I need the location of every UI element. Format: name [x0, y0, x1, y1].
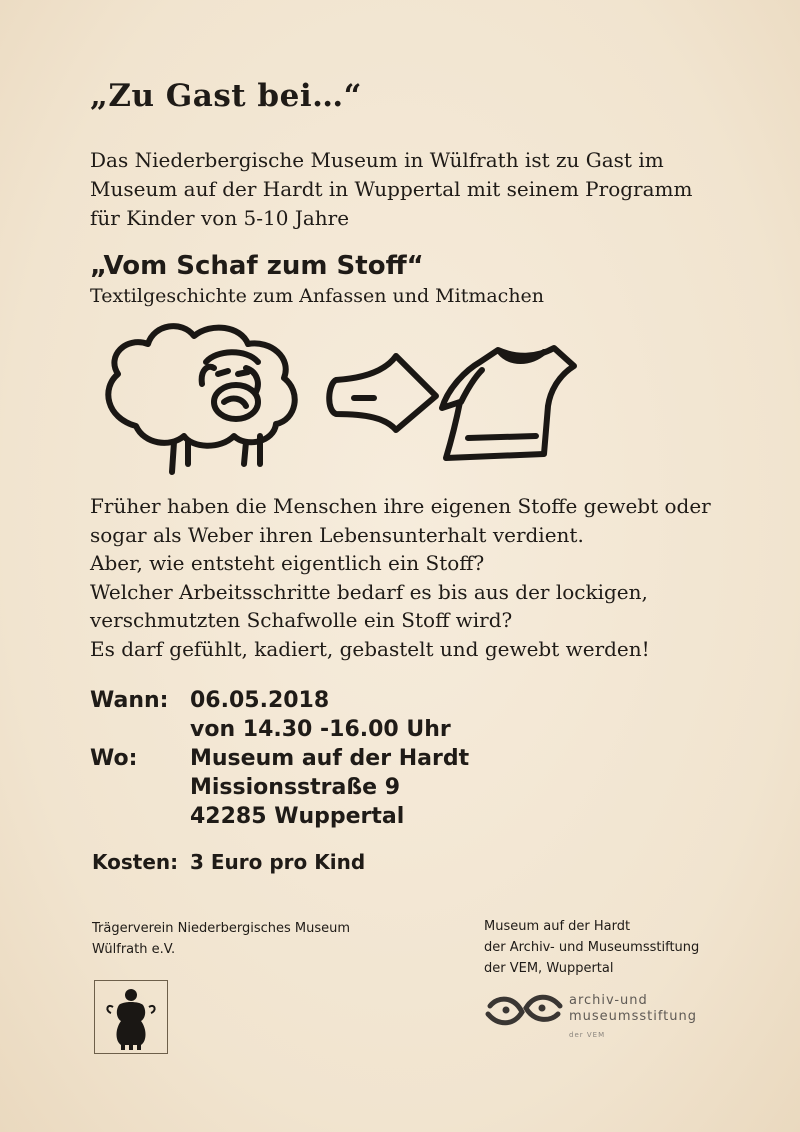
organizer-left	[92, 918, 350, 960]
event-details	[90, 686, 469, 831]
costs-label: Kosten:	[92, 850, 179, 874]
organizer-line: Wülfrath e.V.	[92, 942, 176, 957]
intro-paragraph	[90, 146, 730, 233]
event-time: von 14.30 -16.00 Uhr	[190, 717, 451, 742]
venue-city: 42285 Wuppertal	[190, 804, 405, 829]
shirt-icon	[442, 348, 574, 458]
figure-icon	[95, 981, 167, 1053]
archive-museum-foundation-logo	[484, 988, 564, 1030]
when-label: Wann:	[90, 688, 169, 713]
logo-wordmark	[569, 993, 697, 1025]
museum-seal-logo	[94, 980, 168, 1054]
logo-line: museumsstiftung	[569, 1009, 698, 1024]
where-row	[90, 744, 469, 773]
organizer-right	[484, 916, 699, 979]
event-date: 06.05.2018	[190, 688, 330, 713]
description-line: verschmutzten Schafwolle ein Stoff wird?	[90, 608, 513, 632]
time-row	[90, 715, 469, 744]
description-line: Aber, wie entsteht eigentlich ein Stoff?	[90, 551, 485, 575]
venue-name: Museum auf der Hardt	[190, 746, 470, 771]
description-line: Welcher Arbeitsschritte bedarf es bis aus der lockigen,	[90, 579, 648, 604]
description-paragraph	[90, 492, 750, 663]
page-title: „Zu Gast bei…“	[90, 78, 362, 114]
program-subtitle: Textilgeschichte zum Anfassen und Mitmachen	[90, 285, 545, 307]
logo-line: archiv-und	[569, 993, 648, 1008]
organizer-line: der VEM, Wuppertal	[484, 961, 614, 976]
where-label: Wo:	[90, 746, 138, 771]
costs-row	[92, 850, 365, 874]
arrow-right-icon	[329, 356, 436, 430]
intro-line: Museum auf der Hardt in Wuppertal mit seinem Programm	[90, 177, 693, 201]
description-line: sogar als Weber ihren Lebensunterhalt verdient.	[90, 522, 584, 547]
organizer-line: Trägerverein Niederbergisches Museum	[92, 921, 351, 936]
intro-line: Das Niederbergische Museum in Wülfrath ist zu Gast im	[90, 148, 664, 172]
program-title: „Vom Schaf zum Stoff“	[90, 251, 424, 281]
organizer-line: Museum auf der Hardt	[484, 919, 631, 934]
organizer-line: der Archiv- und Museumsstiftung	[484, 940, 700, 955]
street-row	[90, 773, 469, 802]
city-row	[90, 802, 469, 831]
description-line: Früher haben die Menschen ihre eigenen Stoffe gewebt oder	[90, 494, 711, 518]
intro-line: für Kinder von 5-10 Jahre	[90, 206, 350, 230]
description-line: Es darf gefühlt, kadiert, gebastelt und gewebt werden!	[90, 636, 650, 661]
costs-value: 3 Euro pro Kind	[190, 850, 366, 874]
logo-subline: der VEM	[569, 1031, 606, 1039]
sheep-to-shirt-drawing	[96, 318, 596, 478]
when-row	[90, 686, 469, 715]
venue-street: Missionsstraße 9	[190, 775, 401, 800]
sheep-icon	[108, 326, 294, 472]
